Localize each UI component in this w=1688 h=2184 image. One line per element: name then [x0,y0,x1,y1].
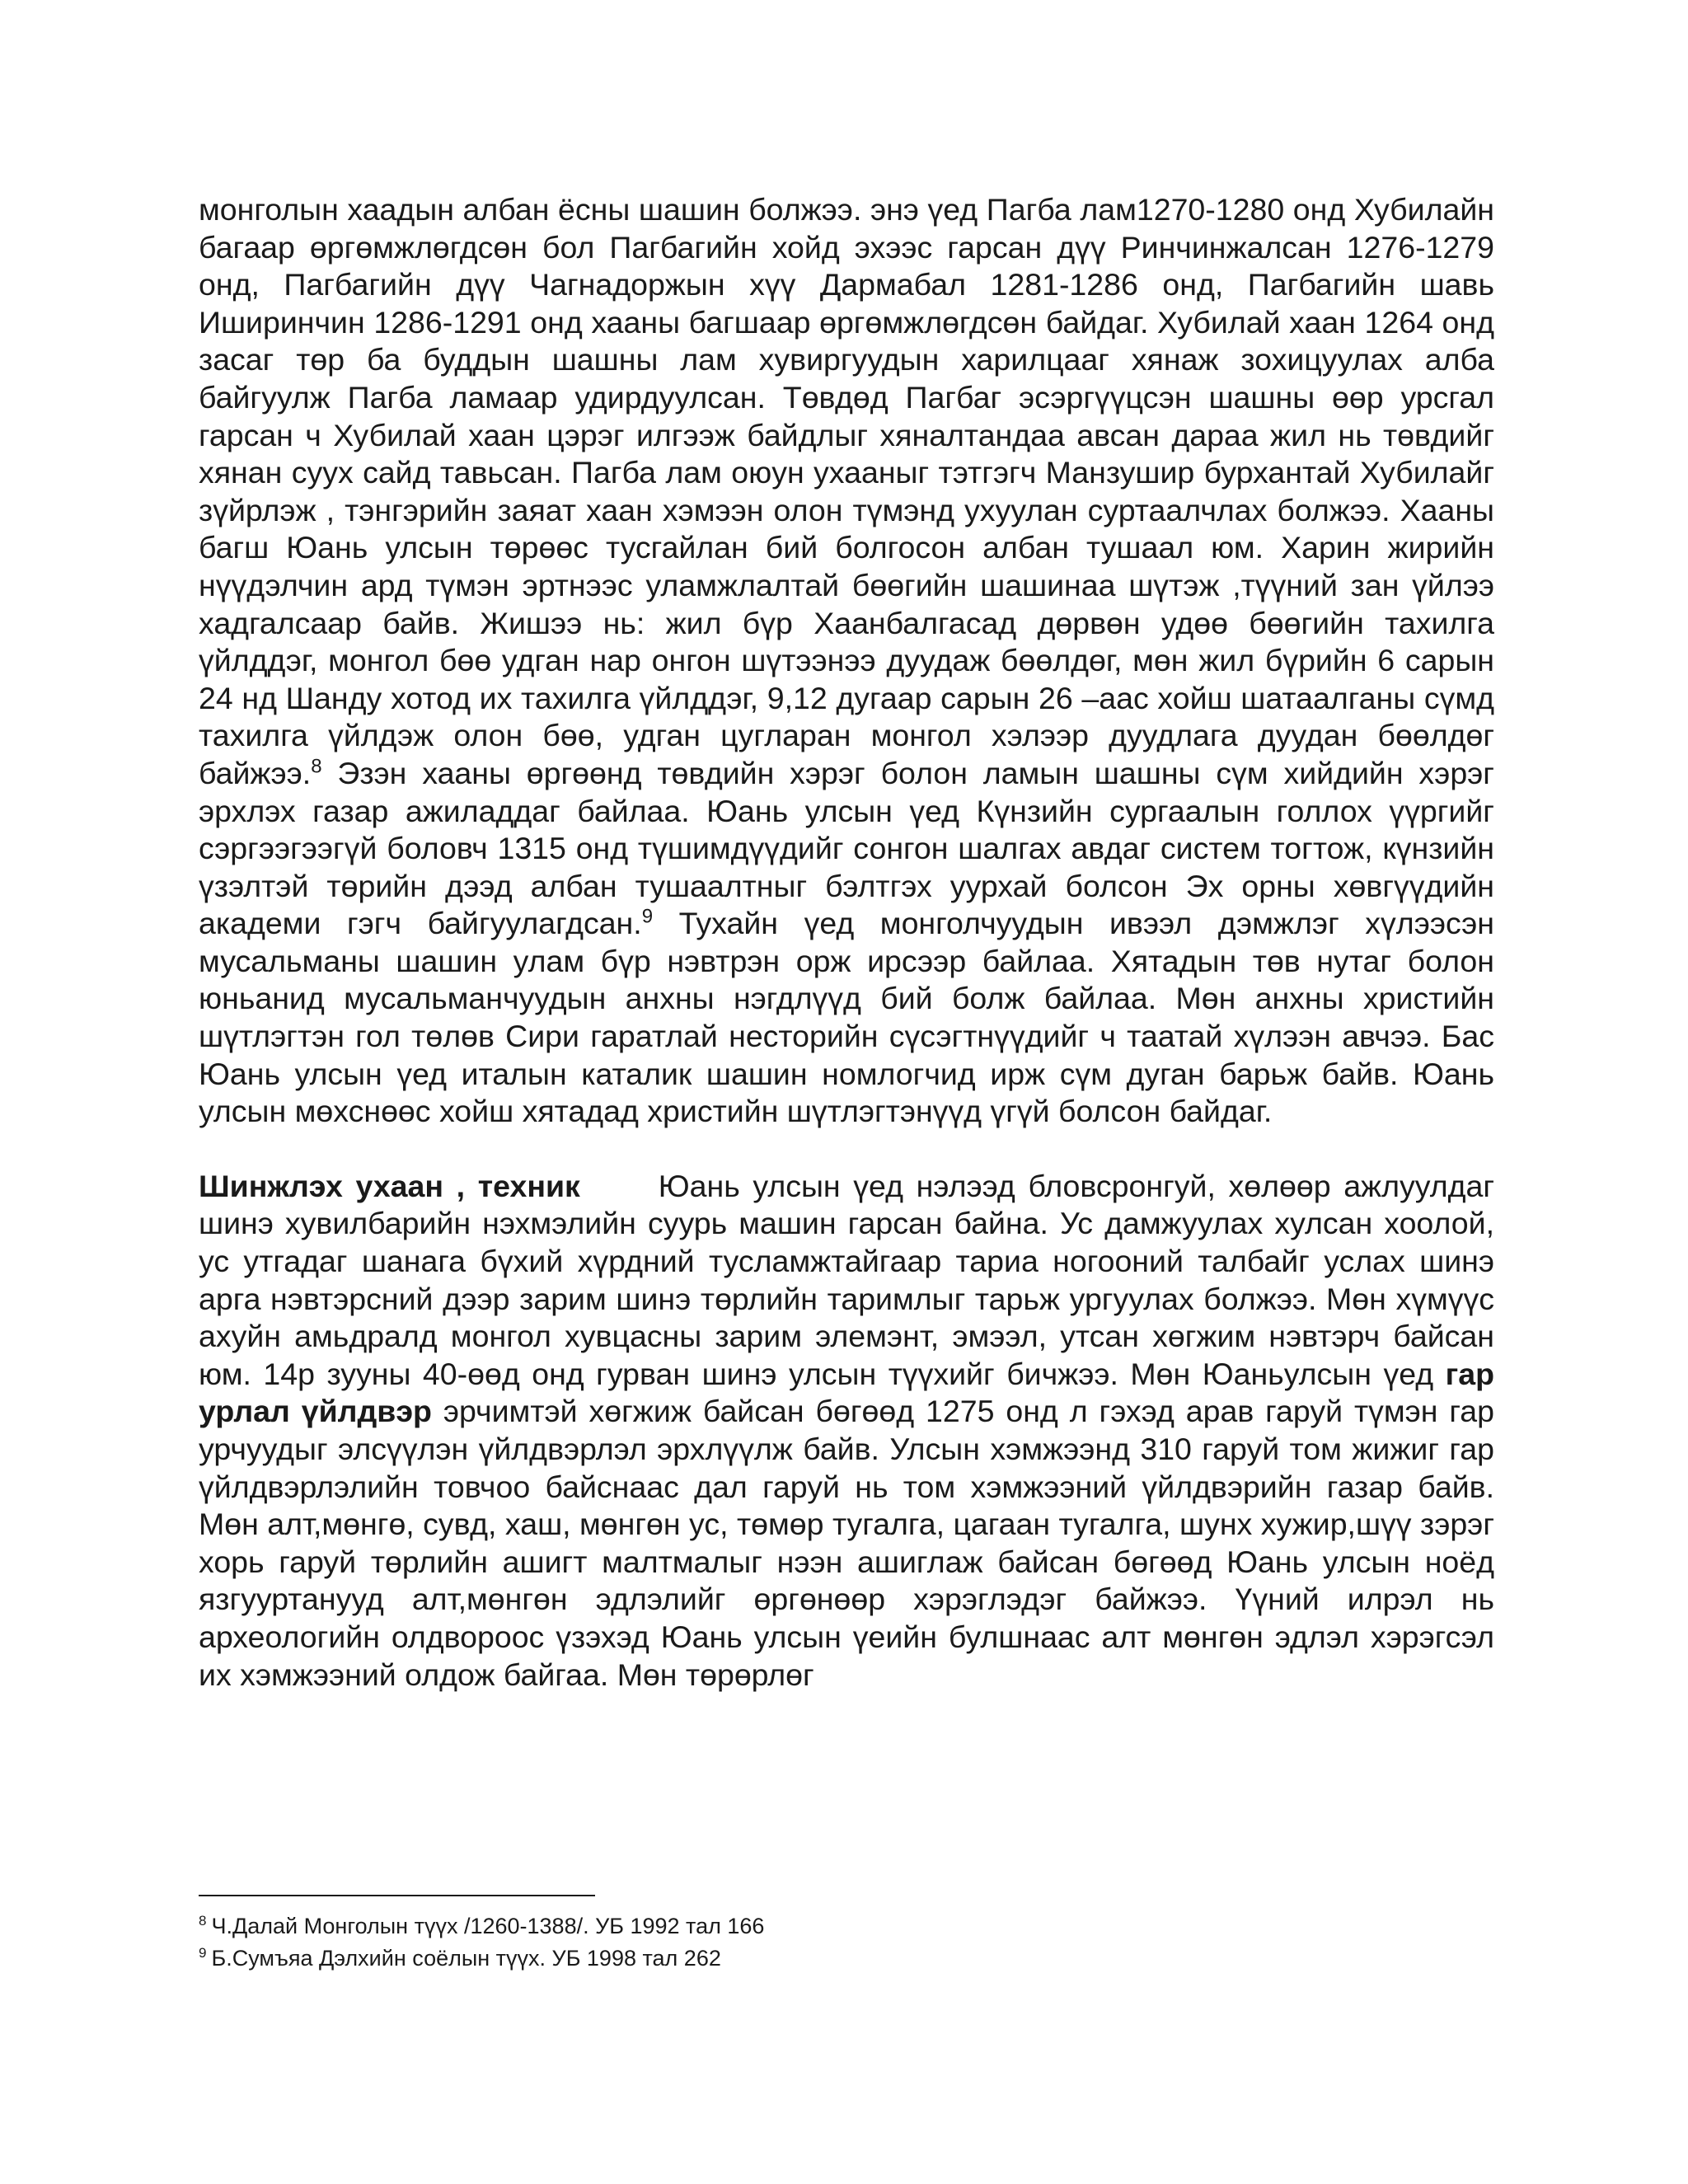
footnote-separator [199,1895,595,1896]
paragraph-text: Тухайн үед монголчуудын ивээл дэмжлэг хүлээсэн мусальманы шашин улам бүр нэвтрэн орж ирсээр байлаа. Хятадын төв нутаг болон юньанид мусальманчуудын анхны нэгдлүүд бий болж байлаа. Мөн анхны христийн шүтлэгтэн гол төлөв Сири гаратлай несторийн сүсэгтнүүдийг ч таатай хүлээн авчээ. Бас Юань улсын үед италын каталик шашин номлогчид ирж сүм дуган барьж байв. Юань улсын мөхснөөс хойш хятадад христийн шүтлэгтэнүүд үгүй болсон байдаг. [199,906,1494,1129]
paragraph-text: эрчимтэй хөгжиж байсан бөгөөд 1275 онд л гэхэд арав гаруй түмэн гар урчуудыг элсүүлэн үйлдвэрлэл эрхлүүлж байв. Улсын хэмжээнд 310 гаруй том жижиг гар үйлдвэрлэлийн товчоо байснаас дал гаруй нь том хэмжээний үйлдвэрийн газар байв. Мөн алт,мөнгө, сувд, хаш, мөнгөн ус, төмөр тугалга, цагаан тугалга, шунх хужир,шүү зэрэг хорь гаруй төрлийн ашигт малтмалыг нээн ашиглаж байсан бөгөөд Юань улсын ноёд язгууртанууд алт,мөнгөн эдлэлийг өргөнөөр хэрэглэдэг байжээ. Үүний илрэл нь археологийн олдвороос үзэхэд Юань улсын үеийн булшнаас алт мөнгөн эдлэл хэрэгсэл их хэмжээний олдож байгаа. Мөн төрөрлөг [199,1394,1494,1692]
main-text-block [199,191,1494,1694]
bold-phrase: гар урлал үйлдвэр [199,1356,1494,1429]
paragraph-spacer [199,1131,1494,1168]
footnote-reference[interactable]: 8 [311,755,322,778]
footnotes [199,1910,1188,1975]
science-paragraph [199,1168,1494,1694]
history-paragraph [199,191,1494,1131]
footnote-item [199,1910,1188,1943]
paragraph-text: монголын хаадын албан ёсны шашин болжээ. энэ үед Пагба лам1270-1280 онд Хубилайн багаар өргөмжлөгдсөн бол Пагбагийн хойд эхээс гарсан дүү Ринчинжалсан 1276-1279 онд, Пагбагийн дүү Чагнадоржын хүү Дармабал 1281-1286 онд, Пагбагийн шавь Иширинчин 1286-1291 онд хааны багшаар өргөмжлөгдсөн байдаг. Хубилай хаан 1264 онд засаг төр ба буддын шашны лам хувиргуудын харилцааг хянаж зохицуулах алба байгуулж Пагба ламаар удирдуулсан. Төвдөд Пагбаг эсэргүүцсэн шашны өөр урсгал гарсан ч Хубилай хаан цэрэг илгээж байдлыг хяналтандаа авсан дараа жил нь төвдийг хянан суух сайд тавьсан. Пагба лам оюун ухааныг тэтгэгч Манзушир бурхантай Хубилайг зүйрлэж , тэнгэрийн заяат хаан хэмээн олон түмэнд ухуулан суртаалчлах болжээ. Хааны багш Юань улсын төрөөс тусгайлан бий болгосон албан тушаал юм. Харин жирийн нүүдэлчин ард түмэн эртнээс уламжлалтай бөөгийн шашинаа шүтэж ,түүний зан үйлээ хадгалсаар байв. Жишээ нь: жил бүр Хаанбалгасад дөрвөн удөө бөөгийн тахилга үйлддэг, монгол бөө удган нар онгон шүтээнээ дуудаж бөөлдөг, мөн жил бүрийн 6 сарын 24 нд Шанду хотод их тахилга үйлддэг, 9,12 дугаар сарын 26 –аас хойш шатаалганы сүмд тахилга үйлдэж олон бөө, удган цугларан монгол хэлээр дуудлага дуудан бөөлдөг байжээ. [199,192,1494,790]
footnote-text: Б.Сумъяа Дэлхийн соёлын түүх. УБ 1998 тал 262 [211,1946,721,1971]
footnote-item [199,1943,1188,1975]
paragraph-text: Эзэн хааны өргөөнд төвдийн хэрэг болон ламын шашны сүм хийдийн хэрэг эрхлэх газар ажиладдаг байлаа. Юань улсын үед Күнзийн сургаалын голлох үүргийг сэргээгээгүй боловч 1315 онд түшимдүүдийг сонгон шалгах авдаг систем тогтож, күнзийн үзэлтэй төрийн дээд албан тушаалтныг бэлтгэх уурхай болсон Эх орны хөвгүүдийн академи гэгч байгуулагдсан. [199,755,1494,941]
footnote-text: Ч.Далай Монголын түүх /1260-1388/. УБ 1992 тал 166 [211,1914,765,1938]
paragraph-text: Юань улсын үед нэлээд бловсронгуй, хөлөөр ажлуулдаг шинэ хувилбарийн нэхмэлийн суурь машин гарсан байна. Ус дамжуулах хулсан хоолой, ус утгадаг шанага бүхий хүрдний тусламжтайгаар тариа ногооний талбайг услах шинэ арга нэвтэрсний дээр зарим шинэ төрлийн таримлыг тарьж ургуулах болжээ. Мөн хүмүүс ахуйн амьдралд монгол хувцасны зарим элемэнт, эмээл, утсан хөгжим нэвтэрч байсан юм. 14р зууны 40-өөд онд гурван шинэ улсын түүхийг бичжээ. Мөн Юаньулсын үед [199,1168,1494,1391]
section-heading: Шинжлэх ухаан , техник [199,1168,580,1203]
footnote-number: 9 [199,1945,207,1961]
footnote-number: 8 [199,1913,207,1929]
footnote-reference[interactable]: 9 [641,905,654,928]
